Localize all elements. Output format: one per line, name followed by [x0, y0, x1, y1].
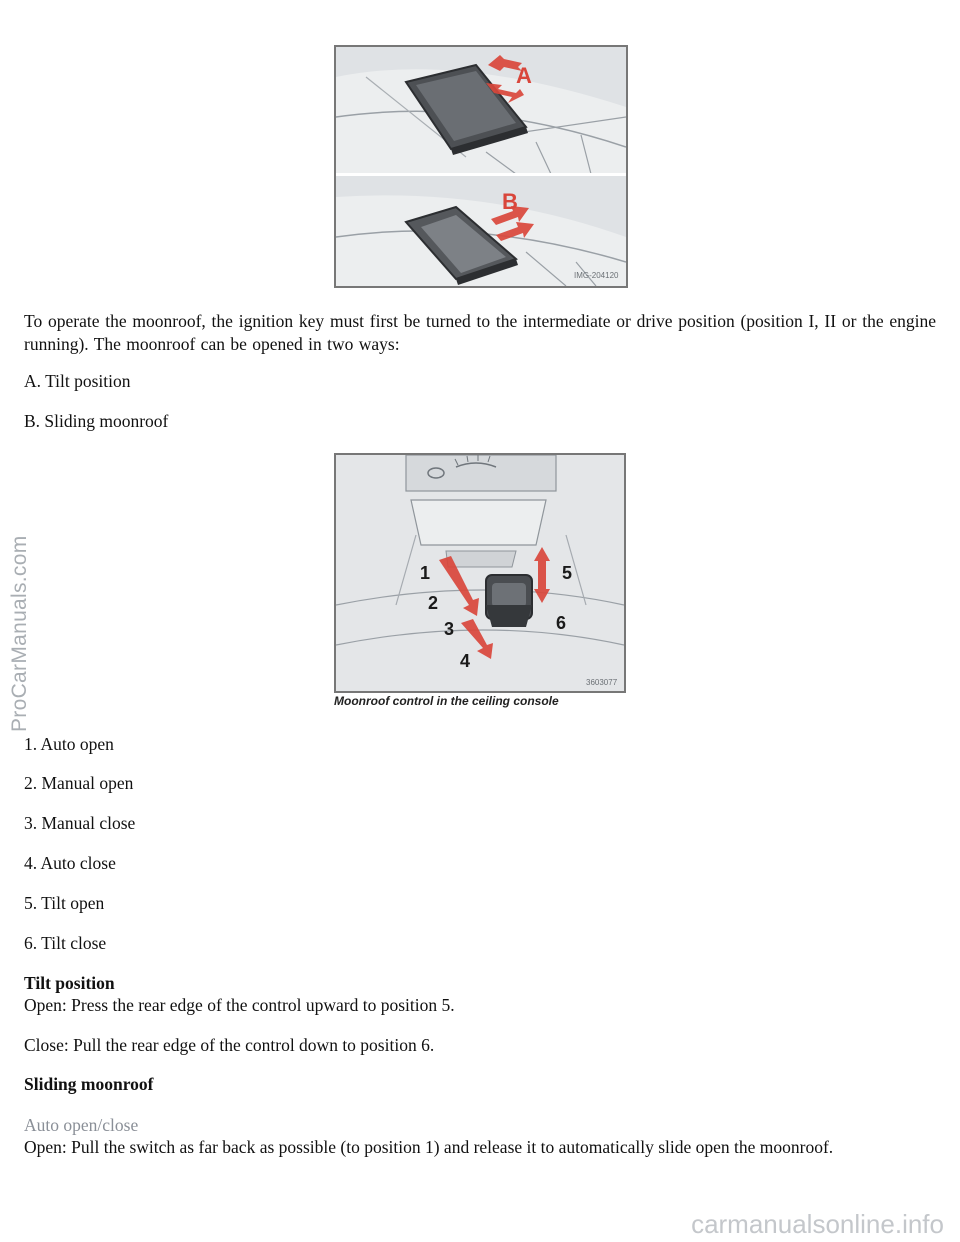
- tilt-close-instruction: Close: Pull the rear edge of the control down to position 6.: [24, 1035, 435, 1055]
- mode-tilt-position: A. Tilt position: [24, 371, 131, 391]
- position-2: 2. Manual open: [24, 773, 134, 793]
- figure2-image-id: 3603077: [586, 678, 618, 687]
- intro-paragraph: To operate the moonroof, the ignition key must first be turned to the intermediate or drive position (position I, II or the engine running). The moonroof can be opened in two ways:: [24, 311, 936, 354]
- position-5: 5. Tilt open: [24, 893, 105, 913]
- console-label-2: 2: [428, 593, 439, 613]
- bottom-watermark: carmanualsonline.info: [691, 1209, 944, 1239]
- tilt-position-heading: Tilt position: [24, 973, 115, 993]
- moonroof-illustration-drawing: [336, 47, 626, 286]
- sliding-moonroof-heading: Sliding moonroof: [24, 1074, 154, 1094]
- side-watermark: ProCarManuals.com: [8, 535, 31, 732]
- auto-open-close-subheading: Auto open/close: [24, 1115, 139, 1135]
- console-illustration-drawing: [336, 455, 624, 691]
- position-4: 4. Auto close: [24, 853, 116, 873]
- console-label-1: 1: [420, 563, 431, 583]
- console-label-6: 6: [556, 613, 567, 633]
- moonroof-operation-illustration: [334, 45, 628, 288]
- ceiling-console-control-illustration: [334, 453, 626, 693]
- position-3: 3. Manual close: [24, 813, 136, 833]
- console-label-4: 4: [460, 651, 471, 671]
- console-label-5: 5: [562, 563, 573, 583]
- figure-caption: Moonroof control in the ceiling console: [334, 694, 559, 708]
- figure-label-b: B: [502, 189, 518, 214]
- tilt-open-instruction: Open: Press the rear edge of the control upward to position 5.: [24, 995, 455, 1015]
- figure-label-a: A: [516, 63, 532, 88]
- position-6: 6. Tilt close: [24, 933, 107, 953]
- mode-sliding-moonroof: B. Sliding moonroof: [24, 411, 169, 431]
- figure1-image-id: IMG-204120: [574, 271, 619, 280]
- sliding-open-instruction: Open: Pull the switch as far back as possible (to position 1) and release it to automatically slide open the moonroof.: [24, 1137, 834, 1157]
- console-label-3: 3: [444, 619, 455, 639]
- position-1: 1. Auto open: [24, 734, 114, 754]
